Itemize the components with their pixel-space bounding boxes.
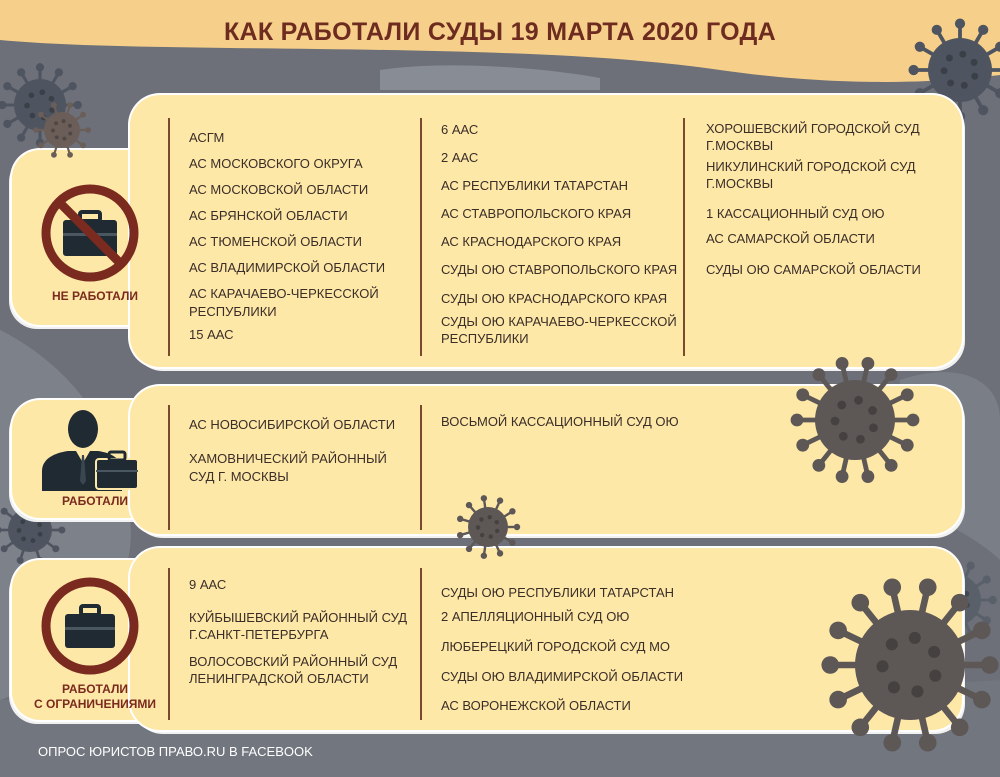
section-label-limited-line1: РАБОТАЛИ bbox=[61, 682, 128, 696]
court-item: СУД Г. МОСКВЫ bbox=[189, 469, 289, 484]
court-item: АС ВЛАДИМИРСКОЙ ОБЛАСТИ bbox=[189, 260, 386, 275]
virus-icon bbox=[791, 357, 920, 483]
court-item: АС НОВОСИБИРСКОЙ ОБЛАСТИ bbox=[189, 417, 396, 432]
court-item: АС СТАВРОПОЛЬСКОГО КРАЯ bbox=[441, 206, 632, 221]
section-label-working: РАБОТАЛИ bbox=[61, 494, 128, 508]
court-item: АСГМ bbox=[189, 130, 225, 145]
court-item: СУДЫ ОЮ КРАСНОДАРСКОГО КРАЯ bbox=[441, 291, 668, 306]
court-item: ЛЮБЕРЕЦКИЙ ГОРОДСКОЙ СУД МО bbox=[441, 639, 671, 654]
section-label-not-working: НЕ РАБОТАЛИ bbox=[51, 289, 138, 303]
court-item: АС САМАРСКОЙ ОБЛАСТИ bbox=[706, 231, 875, 246]
court-item: КУЙБЫШЕВСКИЙ РАЙОННЫЙ СУД bbox=[189, 610, 408, 625]
court-item: 9 ААС bbox=[189, 577, 227, 592]
court-item: АС КРАСНОДАРСКОГО КРАЯ bbox=[441, 234, 622, 249]
court-item: ВОЛОСОВСКИЙ РАЙОННЫЙ СУД bbox=[189, 654, 398, 669]
virus-icon bbox=[33, 102, 91, 157]
court-item: 6 ААС bbox=[441, 122, 479, 137]
court-item: АС МОСКОВСКОЙ ОБЛАСТИ bbox=[189, 182, 369, 197]
footer-source: ОПРОС ЮРИСТОВ ПРАВО.RU В FACEBOOK bbox=[38, 744, 313, 759]
court-item: НИКУЛИНСКИЙ ГОРОДСКОЙ СУД bbox=[706, 159, 916, 174]
court-item: РЕСПУБЛИКИ bbox=[189, 304, 277, 319]
court-item: СУДЫ ОЮ РЕСПУБЛИКИ ТАТАРСТАН bbox=[441, 585, 675, 600]
court-item: ХОРОШЕВСКИЙ ГОРОДСКОЙ СУД bbox=[706, 121, 920, 136]
court-item: Г.МОСКВЫ bbox=[706, 176, 774, 191]
court-item: АС ТЮМЕНСКОЙ ОБЛАСТИ bbox=[189, 234, 363, 249]
court-item: АС БРЯНСКОЙ ОБЛАСТИ bbox=[189, 208, 348, 223]
section-label-limited-line2: С ОГРАНИЧЕНИЯМИ bbox=[33, 697, 156, 711]
court-item: ХАМОВНИЧЕСКИЙ РАЙОННЫЙ bbox=[189, 451, 387, 466]
virus-icon bbox=[457, 495, 520, 559]
court-item: СУДЫ ОЮ ВЛАДИМИРСКОЙ ОБЛАСТИ bbox=[441, 669, 684, 684]
court-item: РЕСПУБЛИКИ bbox=[441, 331, 529, 346]
court-item: СУДЫ ОЮ САМАРСКОЙ ОБЛАСТИ bbox=[706, 262, 921, 277]
court-item: Г.МОСКВЫ bbox=[706, 138, 774, 153]
court-item: 2 АПЕЛЛЯЦИОННЫЙ СУД ОЮ bbox=[441, 609, 630, 624]
court-item: СУДЫ ОЮ СТАВРОПОЛЬСКОГО КРАЯ bbox=[441, 262, 678, 277]
court-item: ВОСЬМОЙ КАССАЦИОННЫЙ СУД ОЮ bbox=[441, 414, 679, 429]
court-item: АС РЕСПУБЛИКИ ТАТАРСТАН bbox=[441, 178, 629, 193]
court-item: 15 ААС bbox=[189, 327, 234, 342]
court-item: 1 КАССАЦИОННЫЙ СУД ОЮ bbox=[706, 206, 885, 221]
virus-icon bbox=[821, 578, 998, 751]
court-item: АС КАРАЧАЕВО-ЧЕРКЕССКОЙ bbox=[189, 286, 379, 301]
court-item: СУДЫ ОЮ КАРАЧАЕВО-ЧЕРКЕССКОЙ bbox=[441, 314, 677, 329]
court-item: АС ВОРОНЕЖСКОЙ ОБЛАСТИ bbox=[441, 698, 631, 713]
court-item: АС МОСКОВСКОГО ОКРУГА bbox=[189, 156, 363, 171]
court-item: 2 ААС bbox=[441, 150, 479, 165]
page-title: КАК РАБОТАЛИ СУДЫ 19 МАРТА 2020 ГОДА bbox=[223, 18, 777, 46]
court-item: Г.САНКТ-ПЕТЕРБУРГА bbox=[189, 627, 329, 642]
court-item: ЛЕНИНГРАДСКОЙ ОБЛАСТИ bbox=[189, 671, 369, 686]
